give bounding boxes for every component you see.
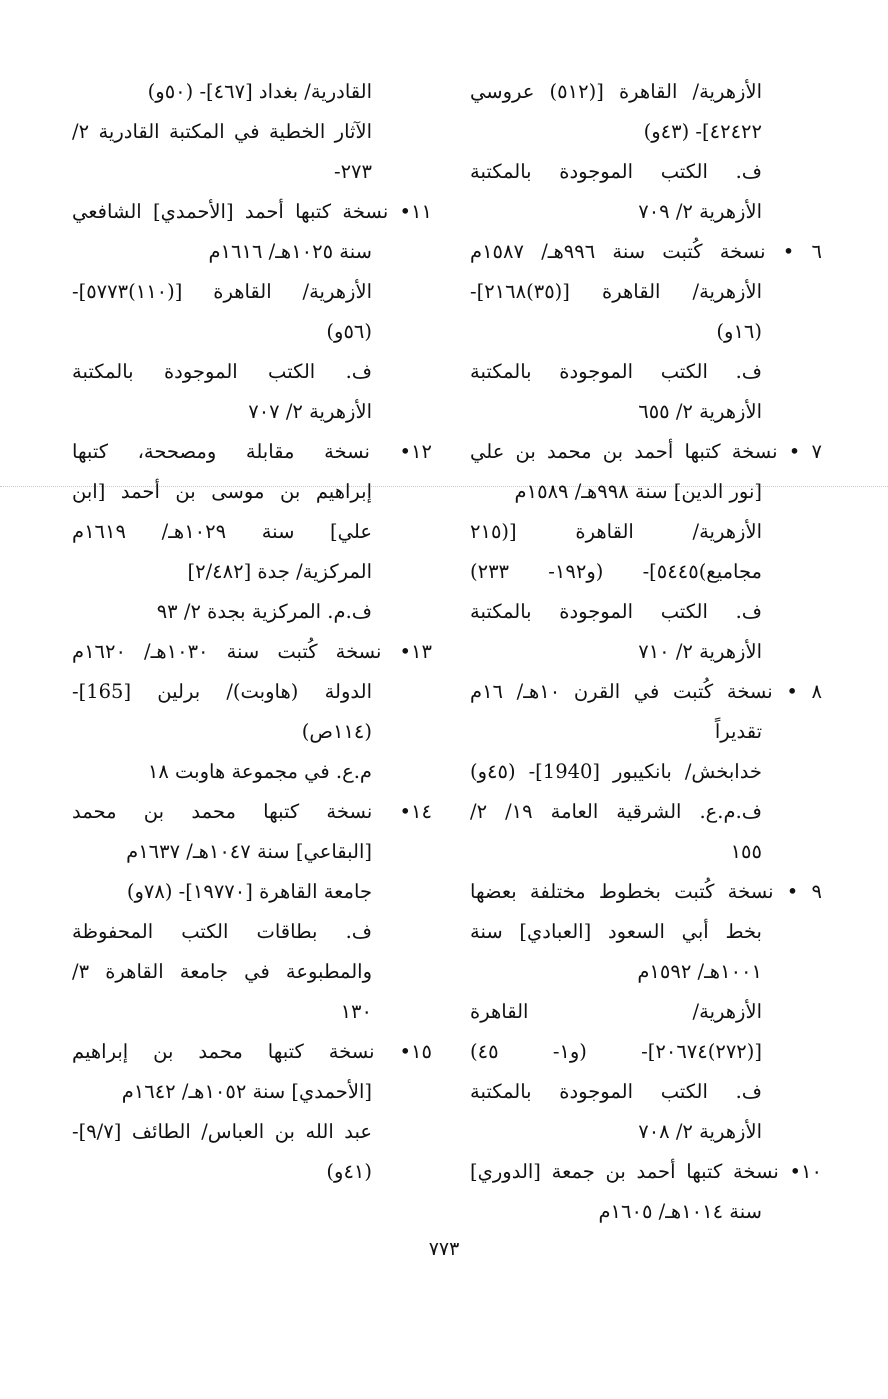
entry-heading: ١٥• نسخة كتبها محمد بن إبراهيم [72,1040,432,1063]
entry-line: عبد الله بن العباس/ الطائف [٩/٧]- [72,1120,372,1143]
entry-line: ف. بطاقات الكتب المحفوظة [72,920,372,943]
right-column [470,72,822,1232]
catalog-entry [470,1152,822,1232]
entry-line: تقديراً [714,720,762,743]
entry-line: [نور الدين] سنة ٩٩٨هـ/ ١٥٨٩م [514,480,762,503]
entry-line: والمطبوعة في جامعة القاهرة ٣/ [72,960,372,983]
entry-heading: ٦ • نسخة كُتبت سنة ٩٩٦هـ/ ١٥٨٧م [470,240,822,263]
entry-line: الأزهرية/ القاهرة [(١١٠)٥٧٧٣]- [72,280,372,303]
entry-line: ٤٢٤٢٢]- (٤٣و) [643,120,762,143]
entry-line: ١٥٥ [730,840,762,863]
entry-line: ٢٧٣- [333,160,372,183]
entry-heading: ٨ • نسخة كُتبت في القرن ١٠هـ/ ١٦م [470,680,822,703]
entry-line: الدولة (هاوبت)/ برلين [165]- [72,680,372,703]
catalog-entry [470,232,822,432]
catalog-entry [470,872,822,1152]
catalog-entry [72,192,432,432]
entry-line: ف. الكتب الموجودة بالمكتبة [72,360,372,383]
entry-line: ف. الكتب الموجودة بالمكتبة [470,360,762,383]
entry-line: الأزهرية ٢/ ٧٠٧ [248,400,372,423]
catalog-entry [72,792,432,1032]
entry-line: خدابخش/ بانكيبور [1940]- (٤٥و) [470,760,762,783]
catalog-entry [72,1032,432,1192]
entry-heading: ١٢• نسخة مقابلة ومصححة، كتبها [72,440,432,463]
entry-line: الأزهرية ٢/ ٧٠٩ [638,200,762,223]
entry-line: الآثار الخطية في المكتبة القادرية ٢/ [72,120,372,143]
catalog-entry [72,432,432,632]
entry-line: م.ع. في مجموعة هاوبت ١٨ [147,760,372,783]
entry-line: ١٠٠١هـ/ ١٥٩٢م [637,960,762,983]
entry-line: المركزية/ جدة [٢/٤٨٢] [187,560,372,583]
entry-line: ف. الكتب الموجودة بالمكتبة [470,160,762,183]
entry-heading: ١٣• نسخة كُتبت سنة ١٠٣٠هـ/ ١٦٢٠م [72,640,432,663]
entry-line: [الأحمدي] سنة ١٠٥٢هـ/ ١٦٤٢م [121,1080,372,1103]
entry-line: سنة ١٠٢٥هـ/ ١٦١٦م [208,240,372,263]
entry-line: الأزهرية/ القاهرة [(٢١٥ [470,520,762,543]
entry-heading: ٩ • نسخة كُتبت بخطوط مختلفة بعضها [470,880,822,903]
entry-line: [(٢٧٢)٢٠٦٧٤]- (و١- ٤٥) [470,1040,762,1063]
entry-line: سنة ١٠١٤هـ/ ١٦٠٥م [598,1200,762,1223]
entry-line: الأزهرية/ القاهرة [(٣٥)٢١٦٨]- [470,280,762,303]
entry-line: الأزهرية/ القاهرة [470,1000,762,1023]
entry-line: ف.م. المركزية بجدة ٢/ ٩٣ [156,600,372,623]
entry-line: القادرية/ بغداد [٤٦٧]- (٥٠و) [147,80,372,103]
entry-line: الأزهرية ٢/ ٧٠٨ [638,1120,762,1143]
entry-heading: ١٤• نسخة كتبها محمد بن محمد [72,800,432,823]
entry-line: مجاميع)٥٤٤٥]- (و١٩٢- ٢٣٣) [470,560,762,583]
entry-heading: ٧ • نسخة كتبها أحمد بن محمد بن علي [470,440,822,463]
entry-line: ف. الكتب الموجودة بالمكتبة [470,1080,762,1103]
catalog-entry [470,432,822,672]
entry-line: بخط أبي السعود [العبادي] سنة [470,920,762,943]
entry-line: الأزهرية/ القاهرة [(٥١٢) عروسي [470,80,762,103]
entry-heading: ١١• نسخة كتبها أحمد [الأحمدي] الشافعي [72,200,432,223]
entry-line: [البقاعي] سنة ١٠٤٧هـ/ ١٦٣٧م [126,840,372,863]
catalog-entry [72,632,432,792]
catalog-entry [470,672,822,872]
entry-line: ف.م.ع. الشرقية العامة ١٩/ ٢/ [470,800,762,823]
entry-line: جامعة القاهرة [١٩٧٧٠]- (٧٨و) [126,880,372,903]
catalog-entry [470,72,822,232]
entry-line: ١٣٠ [340,1000,372,1023]
left-column [72,72,432,1192]
entry-line: (١١٤ص) [301,720,372,743]
entry-line: الأزهرية ٢/ ٦٥٥ [638,400,762,423]
page-number: ٧٧٣ [428,1238,460,1260]
entry-line: (٤١و) [326,1160,372,1183]
entry-line: إبراهيم بن موسى بن أحمد [ابن [72,480,372,503]
entry-line: علي] سنة ١٠٢٩هـ/ ١٦١٩م [72,520,372,543]
entry-line: الأزهرية ٢/ ٧١٠ [638,640,762,663]
catalog-entry [72,72,432,192]
entry-line: (٥٦و) [326,320,372,343]
entry-line: ف. الكتب الموجودة بالمكتبة [470,600,762,623]
entry-line: (١٦و) [716,320,762,343]
entry-heading: ١٠• نسخة كتبها أحمد بن جمعة [الدوري] [470,1160,822,1183]
